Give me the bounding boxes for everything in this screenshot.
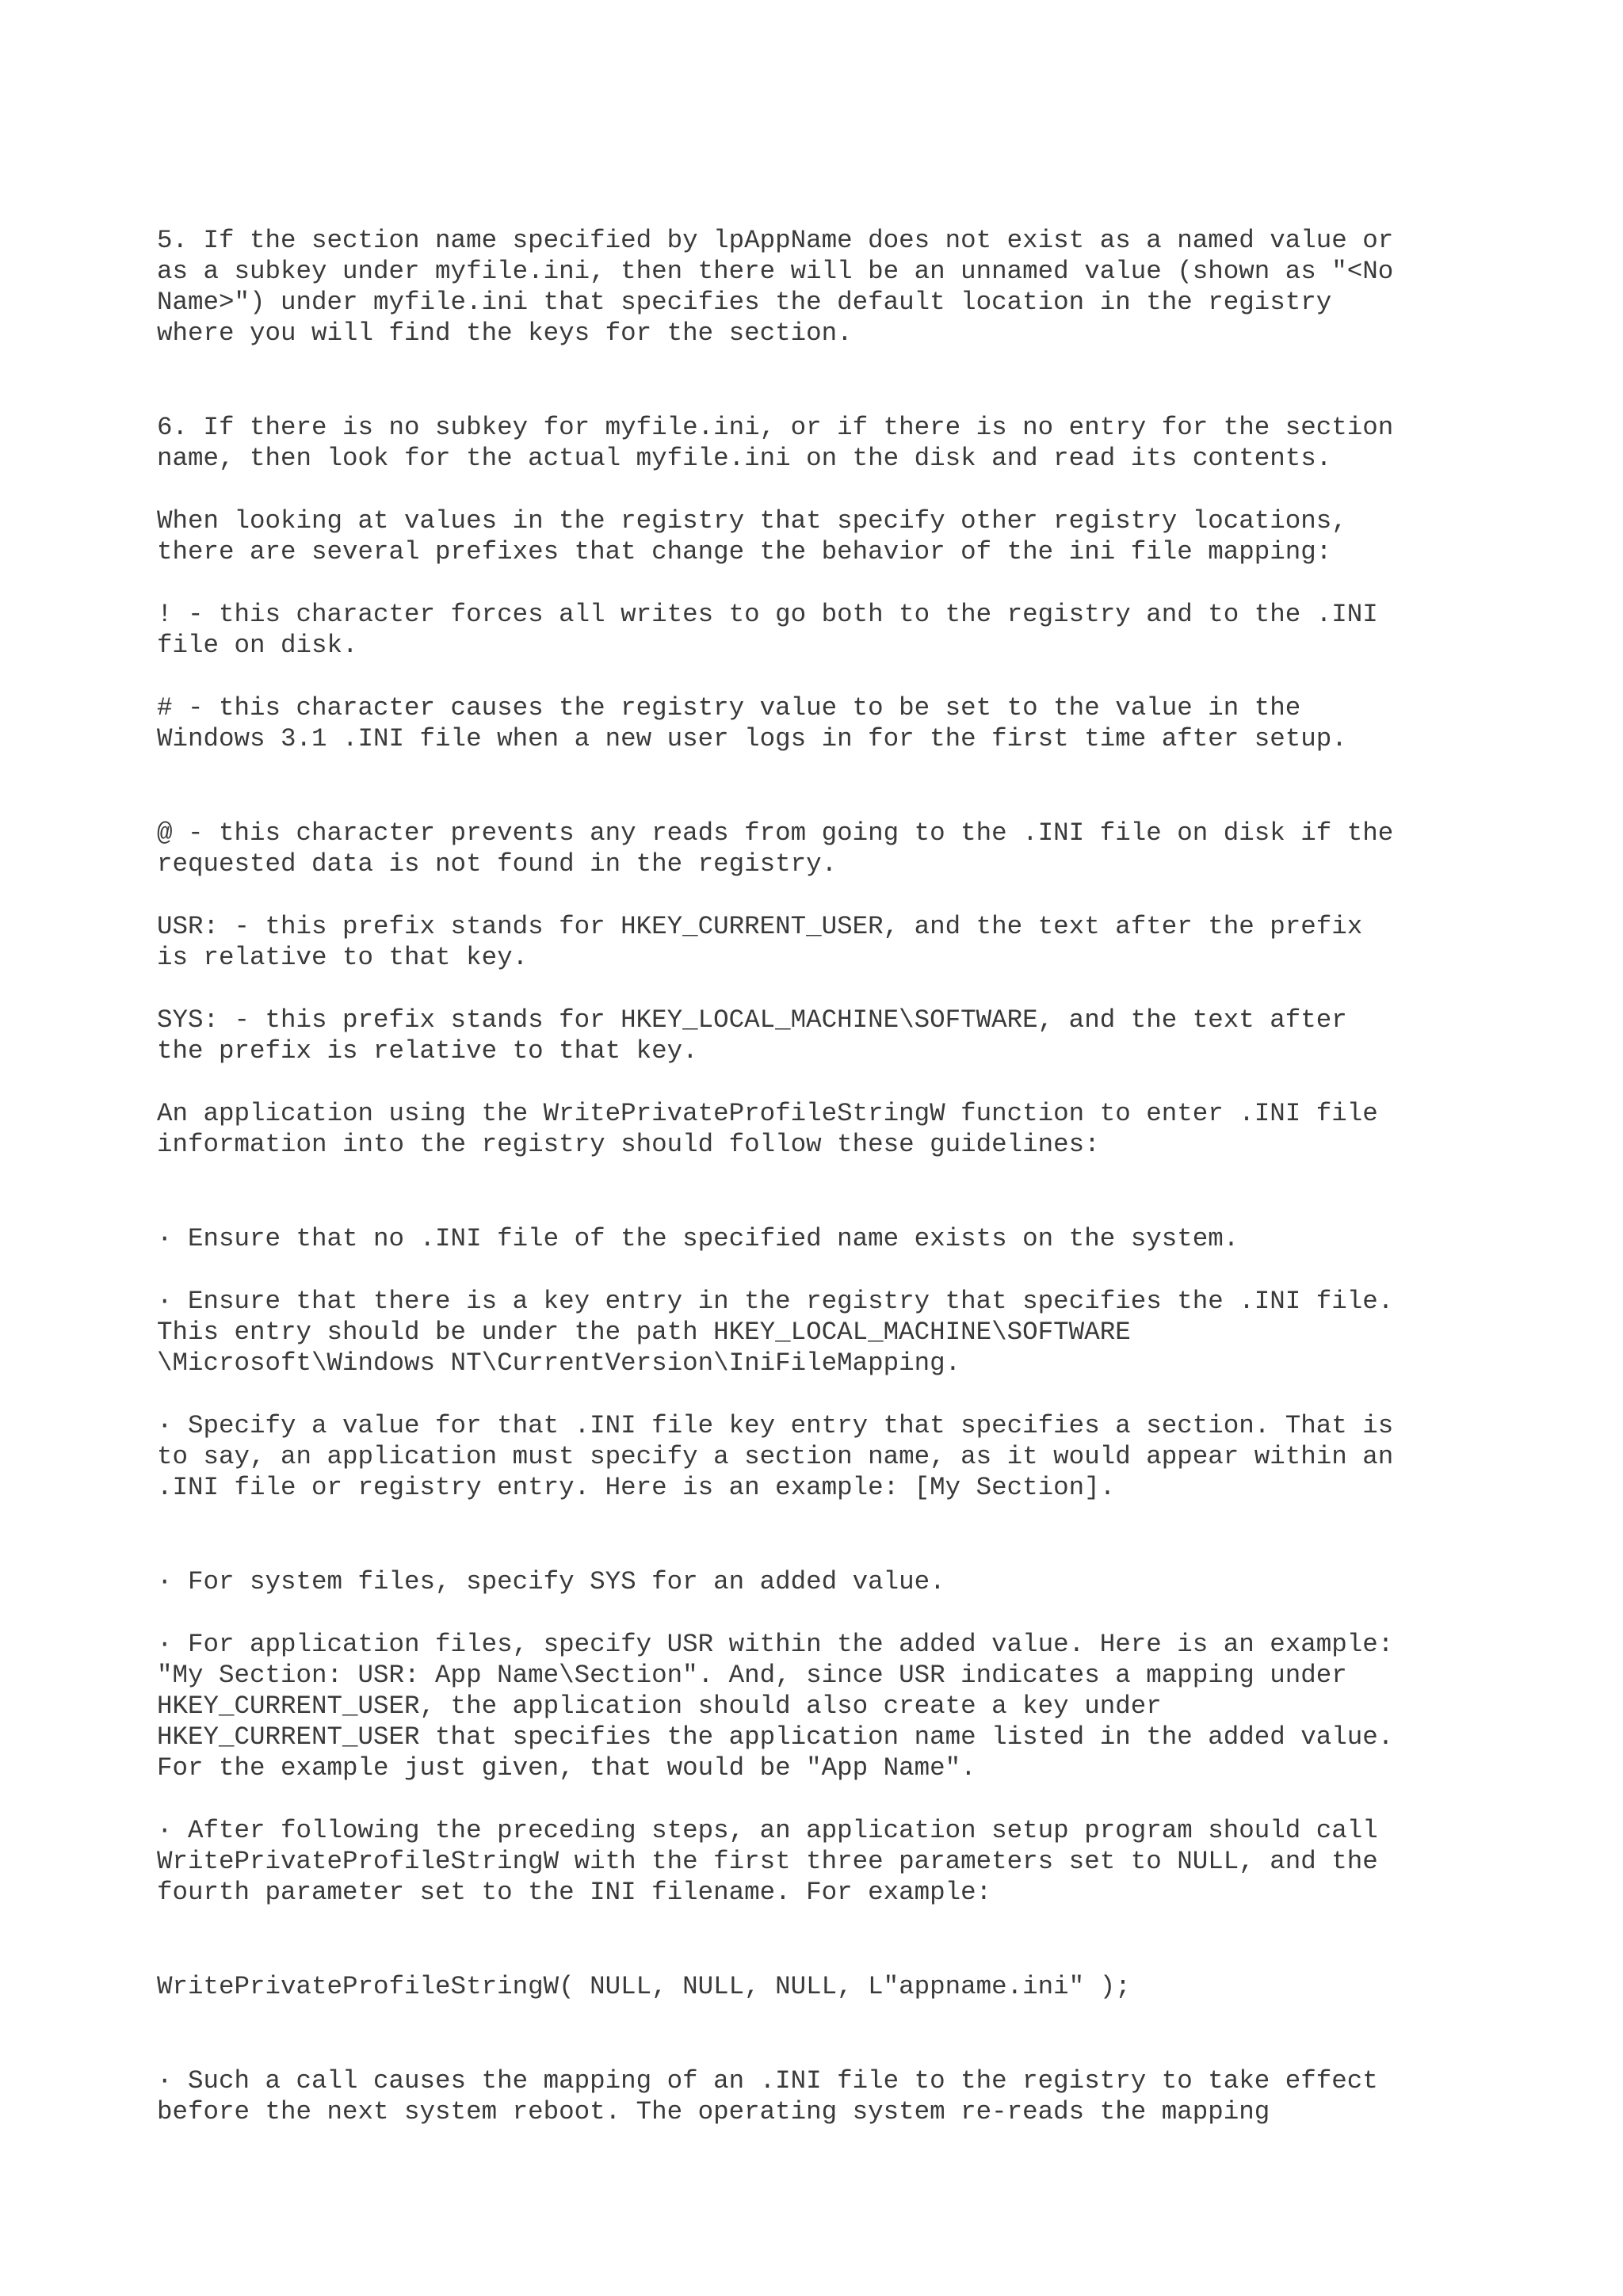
text-line: 5. If the section name specified by lpAppName does not exist as a named value or (157, 226, 1394, 255)
text-line: to say, an application must specify a section name, as it would appear within an (157, 1442, 1394, 1471)
text-line: where you will find the keys for the section. (157, 318, 853, 348)
text-line: HKEY_CURRENT_USER that specifies the application name listed in the added value. (157, 1722, 1394, 1752)
text-line: there are several prefixes that change the behavior of the ini file mapping: (157, 537, 1332, 566)
text-line: An application using the WritePrivateProfileStringW function to enter .INI file (157, 1099, 1378, 1128)
text-line: HKEY_CURRENT_USER, the application should also create a key under (157, 1691, 1162, 1721)
text-line: This entry should be under the path HKEY_LOCAL_MACHINE\SOFTWARE (157, 1318, 1131, 1347)
text-line: 6. If there is no subkey for myfile.ini, or if there is no entry for the section (157, 413, 1394, 442)
text-line: For the example just given, that would be "App Name". (157, 1753, 976, 1783)
text-line: fourth parameter set to the INI filename. For example: (157, 1878, 992, 1907)
text-line: When looking at values in the registry that specify other registry locations, (157, 506, 1347, 536)
text-line: · Ensure that no .INI file of the specified name exists on the system. (157, 1224, 1239, 1253)
text-line: · For system files, specify SYS for an added value. (157, 1567, 945, 1596)
text-line: ! - this character forces all writes to go both to the registry and to the .INI (157, 600, 1378, 629)
text-line: # - this character causes the registry value to be set to the value in the (157, 693, 1301, 723)
text-line: is relative to that key. (157, 943, 529, 972)
text-line: .INI file or registry entry. Here is an example: [My Section]. (157, 1473, 1116, 1502)
text-line: before the next system reboot. The operating system re-reads the mapping (157, 2097, 1270, 2126)
text-line: USR: - this prefix stands for HKEY_CURRENT_USER, and the text after the prefix (157, 912, 1363, 941)
text-line: as a subkey under myfile.ini, then there will be an unnamed value (shown as "<No (157, 257, 1394, 286)
text-line: Name>") under myfile.ini that specifies the default location in the registry (157, 288, 1332, 317)
text-line: \Microsoft\Windows NT\CurrentVersion\IniFileMapping. (157, 1348, 961, 1378)
text-line: name, then look for the actual myfile.ini on the disk and read its contents. (157, 444, 1332, 473)
text-line: the prefix is relative to that key. (157, 1036, 698, 1066)
text-line: SYS: - this prefix stands for HKEY_LOCAL_MACHINE\SOFTWARE, and the text after (157, 1005, 1347, 1035)
text-line: file on disk. (157, 631, 358, 660)
text-line: · After following the preceding steps, an application setup program should call (157, 1816, 1378, 1845)
text-line: · Specify a value for that .INI file key entry that specifies a section. That is (157, 1411, 1394, 1440)
text-line: · Such a call causes the mapping of an .INI file to the registry to take effect (157, 2066, 1378, 2096)
text-line: WritePrivateProfileStringW with the first three parameters set to NULL, and the (157, 1847, 1378, 1876)
text-line: · For application files, specify USR within the added value. Here is an example: (157, 1630, 1394, 1659)
text-line: requested data is not found in the registry. (157, 849, 838, 879)
text-line: · Ensure that there is a key entry in the registry that specifies the .INI file. (157, 1287, 1394, 1316)
code-line: WritePrivateProfileStringW( NULL, NULL, NULL, L"appname.ini" ); (157, 1972, 1131, 2001)
text-line: @ - this character prevents any reads from going to the .INI file on disk if the (157, 818, 1394, 848)
text-line: "My Section: USR: App Name\Section". And, since USR indicates a mapping under (157, 1661, 1347, 1690)
text-line: information into the registry should follow these guidelines: (157, 1130, 1100, 1159)
text-line: Windows 3.1 .INI file when a new user logs in for the first time after setup. (157, 724, 1347, 753)
